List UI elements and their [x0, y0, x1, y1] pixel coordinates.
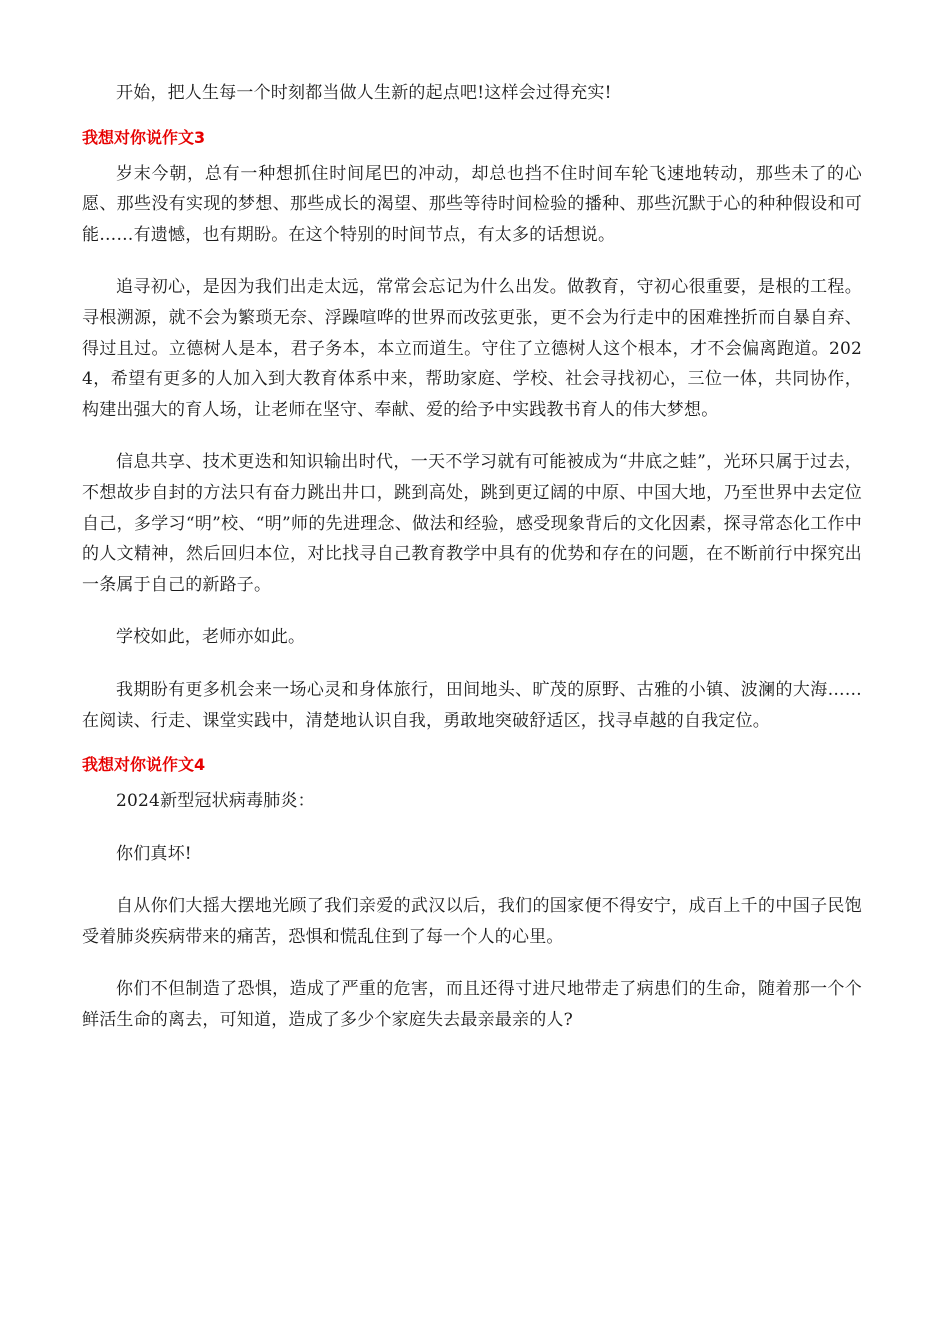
section-4-heading: 我想对你说作文4 [82, 755, 206, 775]
section-3-heading: 我想对你说作文3 [82, 127, 206, 147]
section-4-paragraph-2: 你们真坏! [116, 843, 192, 864]
section-4-paragraph-1: 2024新型冠状病毒肺炎： [116, 791, 315, 812]
section-3-paragraph-2: 追寻初心，是因为我们出走太远，常常会忘记为什么出发。做教育，守初心很重要，是根的工程。寻根溯源，就不会为繁琐无奈、浮躁喧哗的世界而改弦更张，更不会为行走中的困难挫折而自暴自弃、得过且过。立德树人是本，君子务本，本立而道生。守住了立德树人这个根本，才不会偏离跑道。2024，希望有更多的人加入到大教育体系中来，帮助家庭、学校、社会寻找初心，三位一体，共同协作，构建出强大的育人场，让老师在坚守、奉献、爱的给予中实践教书育人的伟大梦想。 [82, 277, 862, 420]
section-3-paragraph-5: 我期盼有更多机会来一场心灵和身体旅行，田间地头、旷茂的原野、古雅的小镇、波澜的大海……在阅读、行走、课堂实践中，清楚地认识自我，勇敢地突破舒适区，找寻卓越的自我定位。 [82, 679, 862, 731]
section-4-paragraph-4: 你们不但制造了恐惧，造成了严重的危害，而且还得寸进尺地带走了病患们的生命，随着那一个个鲜活生命的离去，可知道，造成了多少个家庭失去最亲最亲的人? [82, 979, 862, 1031]
section-3-paragraph-3: 信息共享、技术更迭和知识输出时代，一天不学习就有可能被成为“井底之蛙”，光环只属于过去，不想故步自封的方法只有奋力跳出井口，跳到高处，跳到更辽阔的中原、中国大地，乃至世界中去定位自己，多学习“明”校、“明”师的先进理念、做法和经验，感受现象背后的文化因素，探寻常态化工作中的人文精神，然后回归本位，对比找寻自己教育教学中具有的优势和存在的问题，在不断前行中探究出一条属于自己的新路子。 [82, 452, 862, 595]
section-3-paragraph-1: 岁末今朝，总有一种想抓住时间尾巴的冲动，却总也挡不住时间车轮飞速地转动，那些未了的心愿、那些没有实现的梦想、那些成长的渴望、那些等待时间检验的播种、那些沉默于心的种种假设和可能……有遗憾，也有期盼。在这个特别的时间节点，有太多的话想说。 [82, 163, 862, 245]
intro-paragraph: 开始，把人生每一个时刻都当做人生新的起点吧!这样会过得充实! [116, 83, 612, 103]
section-3-paragraph-4: 学校如此，老师亦如此。 [116, 627, 306, 648]
section-4-paragraph-3: 自从你们大摇大摆地光顾了我们亲爱的武汉以后，我们的国家便不得安宁，成百上千的中国子民饱受着肺炎疾病带来的痛苦，恐惧和慌乱住到了每一个人的心里。 [82, 896, 862, 947]
document-body [82, 78, 862, 1036]
